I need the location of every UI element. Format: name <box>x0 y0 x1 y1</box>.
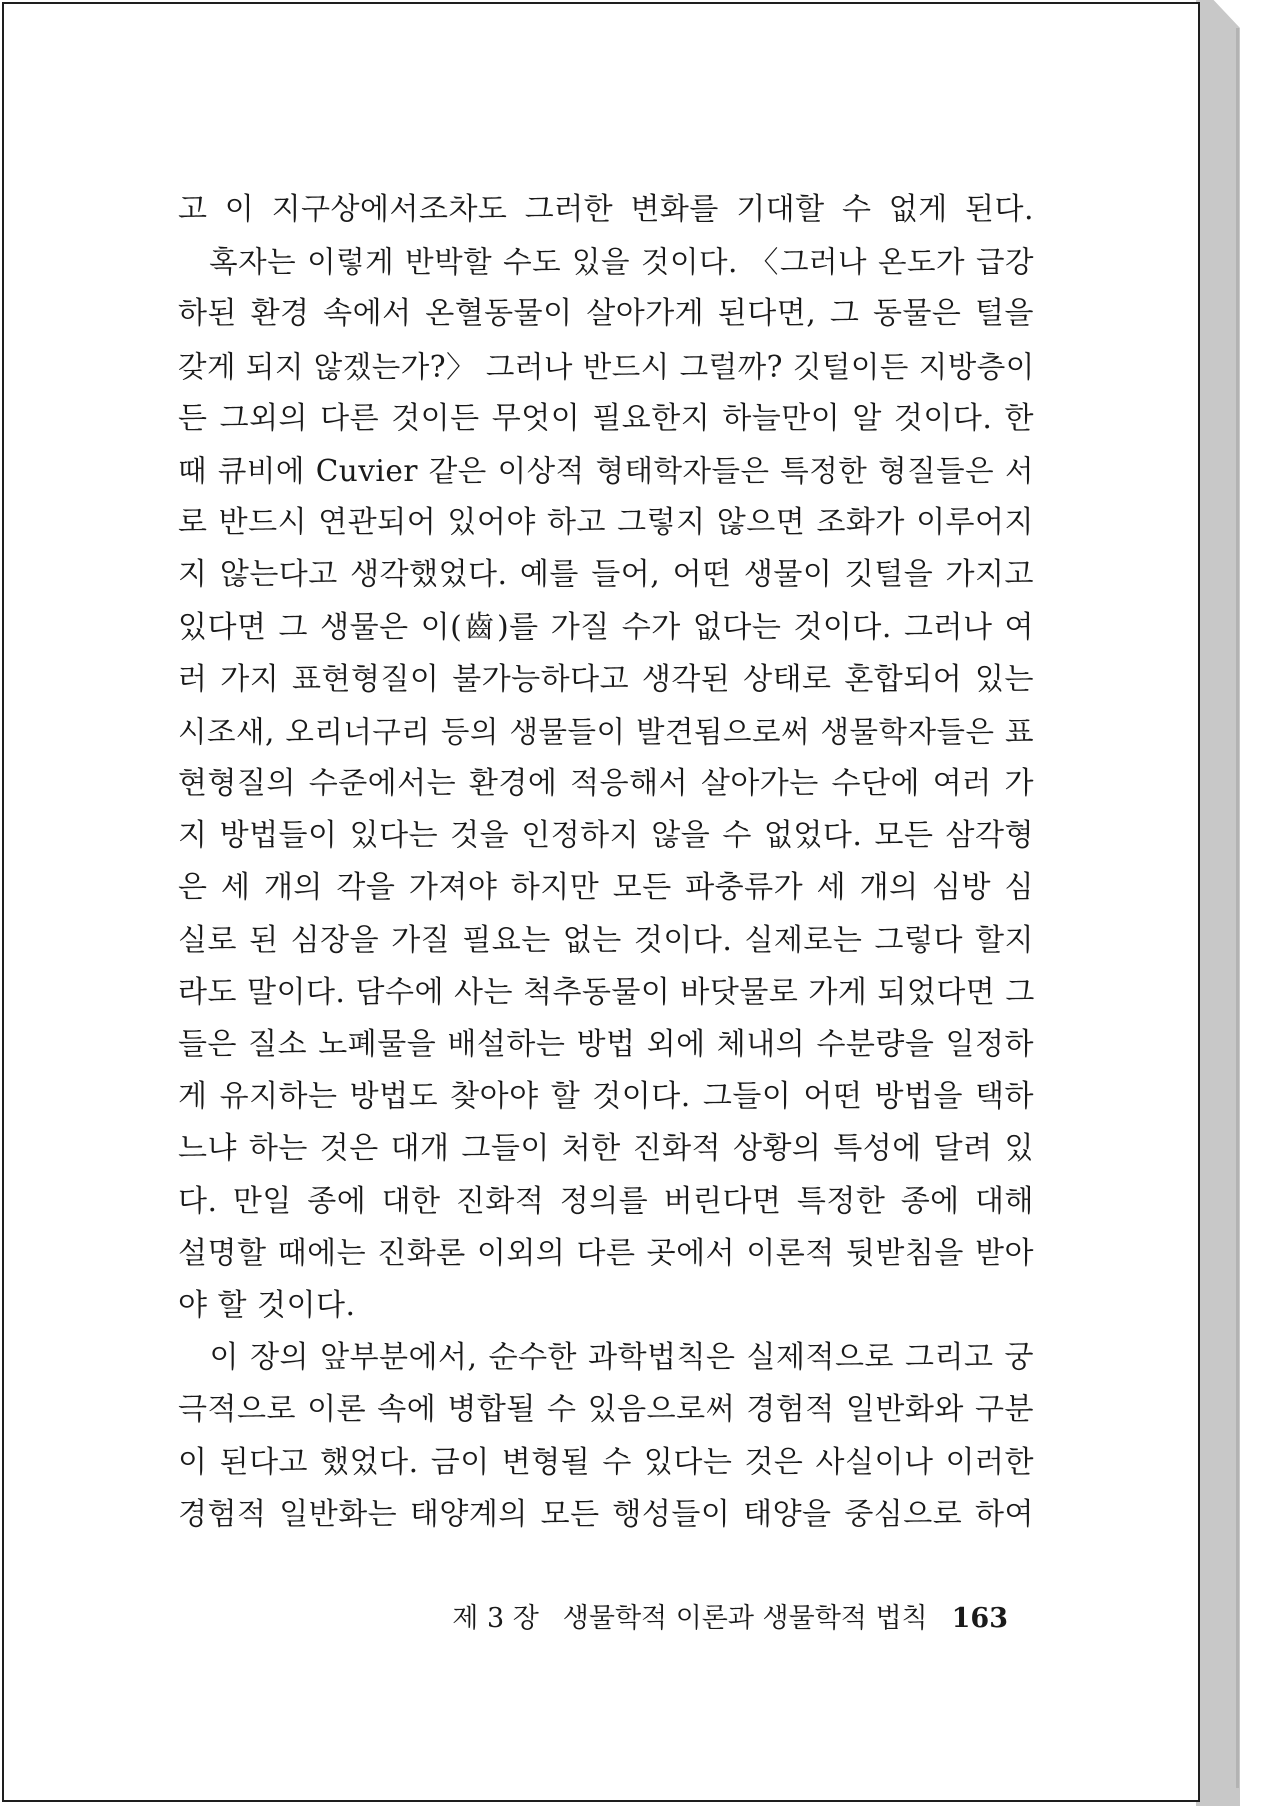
text-line: 든 그외의 다른 것이든 무엇이 필요한지 하늘만이 알 것이다. 한 <box>178 400 1034 436</box>
text-line: 지 방법들이 있다는 것을 인정하지 않을 수 없었다. 모든 삼각형 <box>178 818 1034 854</box>
text-line: 현형질의 수준에서는 환경에 적응해서 살아가는 수단에 여러 가 <box>178 766 1034 802</box>
text-line: 시조새, 오리너구리 등의 생물들이 발견됨으로써 생물학자들은 표 <box>178 714 1034 749</box>
text-line: 이 된다고 했었다. 금이 변형될 수 있다는 것은 사실이나 이러한 <box>178 1444 1034 1480</box>
text-line: 느냐 하는 것은 대개 그들이 처한 진화적 상황의 특성에 달려 있 <box>178 1131 1034 1167</box>
text-line: 하된 환경 속에서 온혈동물이 살아가게 된다면, 그 동물은 털을 <box>178 296 1034 332</box>
text-line: 야 할 것이다. <box>178 1287 356 1323</box>
text-line: 로 반드시 연관되어 있어야 하고 그렇지 않으면 조화가 이루어지 <box>178 505 1034 541</box>
page-stack-edge <box>1196 0 1240 1806</box>
text-line: 고 이 지구상에서조차도 그러한 변화를 기대할 수 없게 된다. <box>178 192 1034 227</box>
text-line: 지 않는다고 생각했었다. 예를 들어, 어떤 생물이 깃털을 가지고 <box>178 557 1034 593</box>
page-stack-line <box>1236 28 1239 1788</box>
running-footer <box>178 1596 1008 1635</box>
text-line: 때 큐비에 Cuvier 같은 이상적 형태학자들은 특정한 형질들은 서 <box>178 453 1034 488</box>
text-line: 다. 만일 종에 대한 진화적 정의를 버린다면 특정한 종에 대해 <box>178 1183 1034 1219</box>
text-line: 혹자는 이렇게 반박할 수도 있을 것이다. 〈그러나 온도가 급강 <box>178 245 1034 280</box>
text-line: 이 장의 앞부분에서, 순수한 과학법칙은 실제적으로 그리고 궁 <box>178 1340 1034 1376</box>
text-line: 러 가지 표현형질이 불가능하다고 생각된 상태로 혼합되어 있는 <box>178 661 1034 697</box>
text-line: 실로 된 심장을 가질 필요는 없는 것이다. 실제로는 그렇다 할지 <box>178 922 1034 958</box>
text-line: 라도 말이다. 담수에 사는 척추동물이 바닷물로 가게 되었다면 그 <box>178 974 1035 1010</box>
text-line: 게 유지하는 방법도 찾아야 할 것이다. 그들이 어떤 방법을 택하 <box>178 1079 1034 1115</box>
text-line: 설명할 때에는 진화론 이외의 다른 곳에서 이론적 뒷받침을 받아 <box>178 1235 1034 1271</box>
footer-title: 생물학적 이론과 생물학적 법칙 <box>562 1603 928 1634</box>
text-line: 갖게 되지 않겠는가?〉 그러나 반드시 그럴까? 깃털이든 지방층이 <box>178 349 1035 384</box>
book-page <box>2 2 1200 1802</box>
text-line: 들은 질소 노폐물을 배설하는 방법 외에 체내의 수분량을 일정하 <box>178 1027 1034 1062</box>
footer-chapter: 제 3 장 <box>452 1603 539 1634</box>
body-text <box>178 184 1034 1541</box>
text-line: 경험적 일반화는 태양계의 모든 행성들이 태양을 중심으로 하여 <box>178 1496 1034 1532</box>
text-line: 극적으로 이론 속에 병합될 수 있음으로써 경험적 일반화와 구분 <box>178 1392 1034 1428</box>
text-line: 있다면 그 생물은 이(齒)를 가질 수가 없다는 것이다. 그러나 여 <box>178 609 1034 645</box>
text-line: 은 세 개의 각을 가져야 하지만 모든 파충류가 세 개의 심방 심 <box>178 870 1034 906</box>
page-number: 163 <box>951 1603 1008 1634</box>
